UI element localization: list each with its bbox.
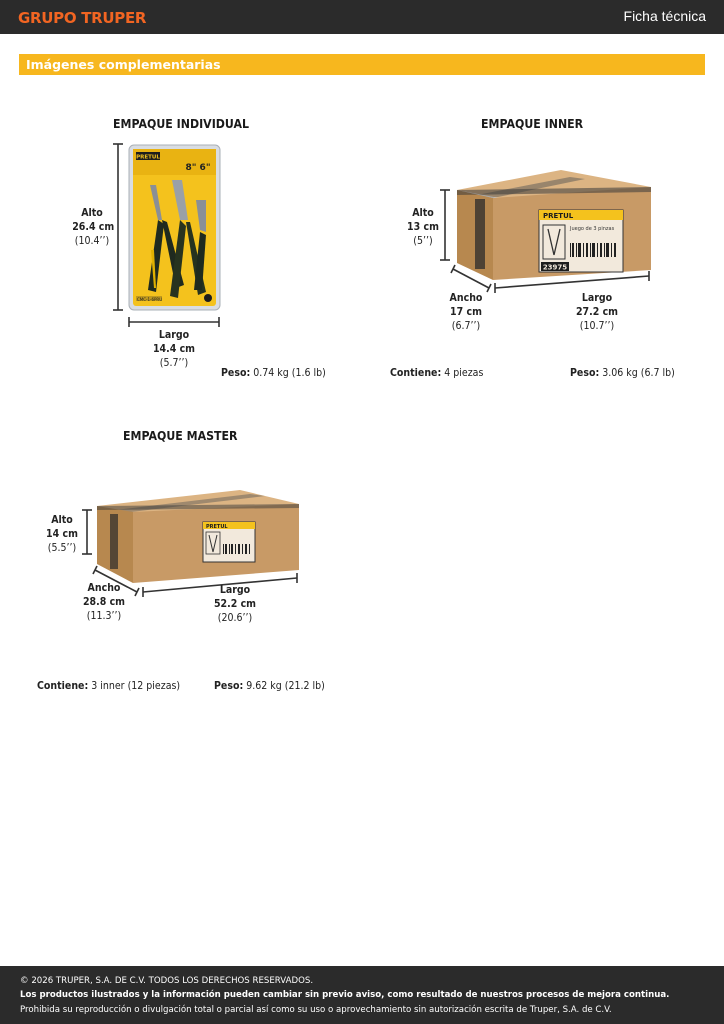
inner-contiene-value: 4 piezas [444,367,484,379]
individual-largo-label: Largo [158,329,190,341]
master-peso-label: Peso: [214,680,244,692]
master-peso [214,680,325,692]
master-title: EMPAQUE MASTER [123,428,238,443]
inner-box-code: 23975 [542,263,568,272]
inner-largo [573,291,622,333]
master-alto-label: Alto [51,514,73,526]
individual-peso-label: Peso: [221,367,251,379]
master-contiene-label: Contiene: [37,680,89,692]
footer-notice: Los productos ilustrados y la información pueden cambiar sin previo aviso, como resultado de nuestros procesos de mejora continua. [20,990,670,1000]
master-ancho-label: Ancho [87,582,121,594]
individual-largo [147,328,201,370]
inner-alto-label: Alto [412,207,434,219]
master-largo-imperial: (20.6’’) [217,612,253,624]
inner-title: EMPAQUE INNER [481,116,584,131]
individual-largo-metric: 14.4 cm [152,343,196,355]
individual-alto-label: Alto [81,207,103,219]
individual-package-illustration [110,140,230,330]
inner-alto [407,206,439,248]
individual-peso [221,367,326,379]
inner-contiene [390,367,483,379]
master-ancho [81,581,128,623]
footer-copyright: © 2026 TRUPER, S.A. DE C.V. TODOS LOS DERECHOS RESERVADOS. [20,976,314,986]
inner-largo-label: Largo [581,292,613,304]
section-header [19,54,705,75]
inner-box-desc: Juego de 3 pinzas [570,226,615,232]
master-contiene-value: 3 inner (12 piezas) [91,680,181,692]
brand-logo: GRUPO TRUPER [18,9,147,27]
individual-card-brand: PRETUL [136,154,160,161]
master-alto-metric: 14 cm [46,528,78,540]
inner-peso-label: Peso: [570,367,600,379]
inner-box-illustration [435,165,660,285]
individual-peso-value: 0.74 kg (1.6 lb) [253,367,326,379]
master-ancho-metric: 28.8 cm [82,596,126,608]
section-title: Imágenes complementarias [26,57,221,72]
inner-ancho-label: Ancho [449,292,483,304]
inner-peso-value: 3.06 kg (6.7 lb) [602,367,675,379]
individual-alto-imperial: (10.4’’) [74,235,110,247]
document-type-label: Ficha técnica [623,8,706,24]
individual-title: EMPAQUE INDIVIDUAL [113,116,250,131]
inner-ancho [448,291,484,333]
master-box-brand: PRETUL [206,524,228,530]
inner-alto-metric: 13 cm [407,221,439,233]
individual-alto-metric: 26.4 cm [72,221,115,233]
individual-card-code: CMC-1-6PRU [137,297,163,302]
master-contiene [37,680,180,692]
inner-alto-imperial: (5’’) [413,235,433,247]
master-largo [209,583,261,625]
inner-box-brand: PRETUL [543,212,574,220]
individual-largo-imperial: (5.7’’) [159,357,189,369]
master-peso-value: 9.62 kg (21.2 lb) [246,680,325,692]
individual-card-sizes: 8" 6" [185,163,211,173]
inner-ancho-imperial: (6.7’’) [451,320,481,332]
master-largo-label: Largo [219,584,251,596]
master-ancho-imperial: (11.3’’) [86,610,122,622]
inner-ancho-metric: 17 cm [450,306,482,318]
master-alto [46,513,78,555]
master-largo-metric: 52.2 cm [213,598,257,610]
individual-alto [72,206,115,248]
inner-largo-imperial: (10.7’’) [579,320,615,332]
master-alto-imperial: (5.5’’) [47,542,77,554]
inner-peso [570,367,675,379]
header-bar [0,0,724,34]
footer-prohibition: Prohibida su reproducción o divulgación total o parcial así como su uso o aprovechamiento sin autorización escrita de Truper, S.A. de C.V. [20,1005,612,1015]
footer [0,966,724,1024]
inner-largo-metric: 27.2 cm [575,306,619,318]
inner-contiene-label: Contiene: [390,367,442,379]
